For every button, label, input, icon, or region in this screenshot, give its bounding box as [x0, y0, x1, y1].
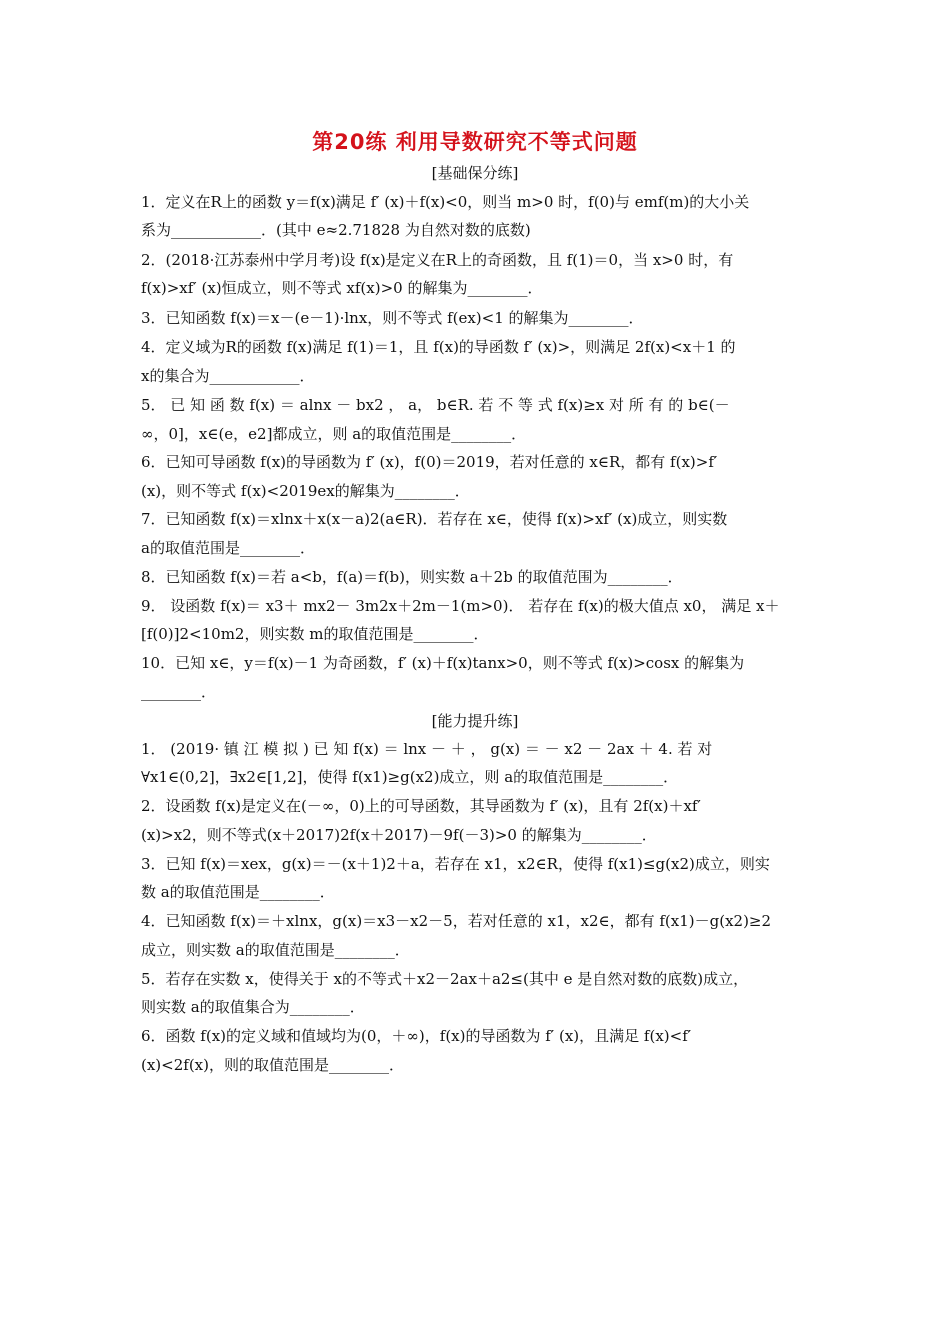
advanced-line: ∀x1∈(0,2]，∃x2∈[1,2]，使得 f(x1)≥g(x2)成立，则 a的取值范围是________．: [141, 768, 679, 786]
advanced-line: 3．已知 f(x)＝xex，g(x)＝－(x＋1)2＋a，若存在 x1，x2∈R，使得 f(x1)≤g(x2)成立，则实: [141, 855, 770, 873]
basic-line: 9． 设函数 f(x)＝ x3＋ mx2－ 3m2x＋2m－1(m>0)． 若存在 f(x)的极大值点 x0， 满足 x＋: [141, 597, 780, 615]
basic-line: x的集合为____________．: [141, 367, 315, 385]
advanced-line: 则实数 a的取值集合为________．: [141, 998, 365, 1016]
basic-line: 4．定义域为R的函数 f(x)满足 f(1)＝1，且 f(x)的导函数 f′ (x)>，则满足 2f(x)<x＋1 的: [141, 338, 736, 356]
basic-line: 6．已知可导函数 f(x)的导函数为 f′ (x)，f(0)＝2019，若对任意的 x∈R，都有 f(x)>f′: [141, 453, 718, 471]
advanced-line: 5．若存在实数 x，使得关于 x的不等式＋x2－2ax＋a2≤(其中 e 是自然对数的底数)成立，: [141, 970, 749, 988]
basic-line: 系为____________．(其中 e≈2.71828 为自然对数的底数): [141, 221, 531, 239]
section-heading-basic: [基础保分练]: [431, 164, 519, 182]
basic-line: 3．已知函数 f(x)＝x－(e－1)·lnx，则不等式 f(ex)<1 的解集为________．: [141, 309, 644, 327]
advanced-line: 2．设函数 f(x)是定义在(－∞，0)上的可导函数，其导函数为 f′ (x)，且有 2f(x)＋xf′: [141, 797, 701, 815]
basic-line: [f(0)]2<10m2，则实数 m的取值范围是________．: [141, 625, 489, 643]
advanced-line: (x)>x2，则不等式(x＋2017)2f(x＋2017)－9f(－3)>0 的解集为________．: [141, 826, 657, 844]
basic-line: ∞，0]，x∈(e，e2]都成立，则 a的取值范围是________．: [141, 425, 527, 443]
basic-line: 10．已知 x∈，y＝f(x)－1 为奇函数，f′ (x)＋f(x)tanx>0，则不等式 f(x)>cosx 的解集为: [141, 654, 745, 672]
advanced-line: 6．函数 f(x)的定义域和值域均为(0，＋∞)，f(x)的导函数为 f′ (x)，且满足 f(x)<f′: [141, 1027, 692, 1045]
basic-line: f(x)>xf′ (x)恒成立，则不等式 xf(x)>0 的解集为________．: [141, 279, 543, 297]
page-title: 第20练 利用导数研究不等式问题: [312, 130, 638, 154]
basic-line: ________．: [141, 683, 217, 701]
basic-line: 7．已知函数 f(x)＝xlnx＋x(x－a)2(a∈R)．若存在 x∈，使得 f(x)>xf′ (x)成立，则实数: [141, 510, 728, 528]
basic-line: 5． 已 知 函 数 f(x) ＝ alnx － bx2 ， a， b∈R. 若 不 等 式 f(x)≥x 对 所 有 的 b∈(－: [141, 396, 730, 414]
advanced-line: 4．已知函数 f(x)＝＋xlnx，g(x)＝x3－x2－5，若对任意的 x1，x2∈，都有 f(x1)－g(x2)≥2: [141, 912, 772, 930]
basic-line: a的取值范围是________．: [141, 539, 315, 557]
advanced-line: 成立，则实数 a的取值范围是________．: [141, 941, 410, 959]
advanced-line: 1． (2019· 镇 江 模 拟 ) 已 知 f(x) ＝ lnx － ＋ ， g(x) ＝ － x2 － 2ax ＋ 4. 若 对: [141, 740, 713, 758]
basic-line: (x)，则不等式 f(x)<2019ex的解集为________．: [141, 482, 470, 500]
basic-line: 8．已知函数 f(x)＝若 a<b，f(a)＝f(b)，则实数 a＋2b 的取值范围为________．: [141, 568, 683, 586]
basic-line: 2．(2018·江苏泰州中学月考)设 f(x)是定义在R上的奇函数，且 f(1)＝0，当 x>0 时，有: [141, 251, 734, 269]
basic-line: 1．定义在R上的函数 y＝f(x)满足 f′ (x)＋f(x)<0，则当 m>0 时，f(0)与 emf(m)的大小关: [141, 193, 750, 211]
section-heading-advanced: [能力提升练]: [431, 712, 519, 730]
advanced-line: (x)<2f(x)，则的取值范围是________．: [141, 1056, 404, 1074]
advanced-line: 数 a的取值范围是________．: [141, 883, 335, 901]
